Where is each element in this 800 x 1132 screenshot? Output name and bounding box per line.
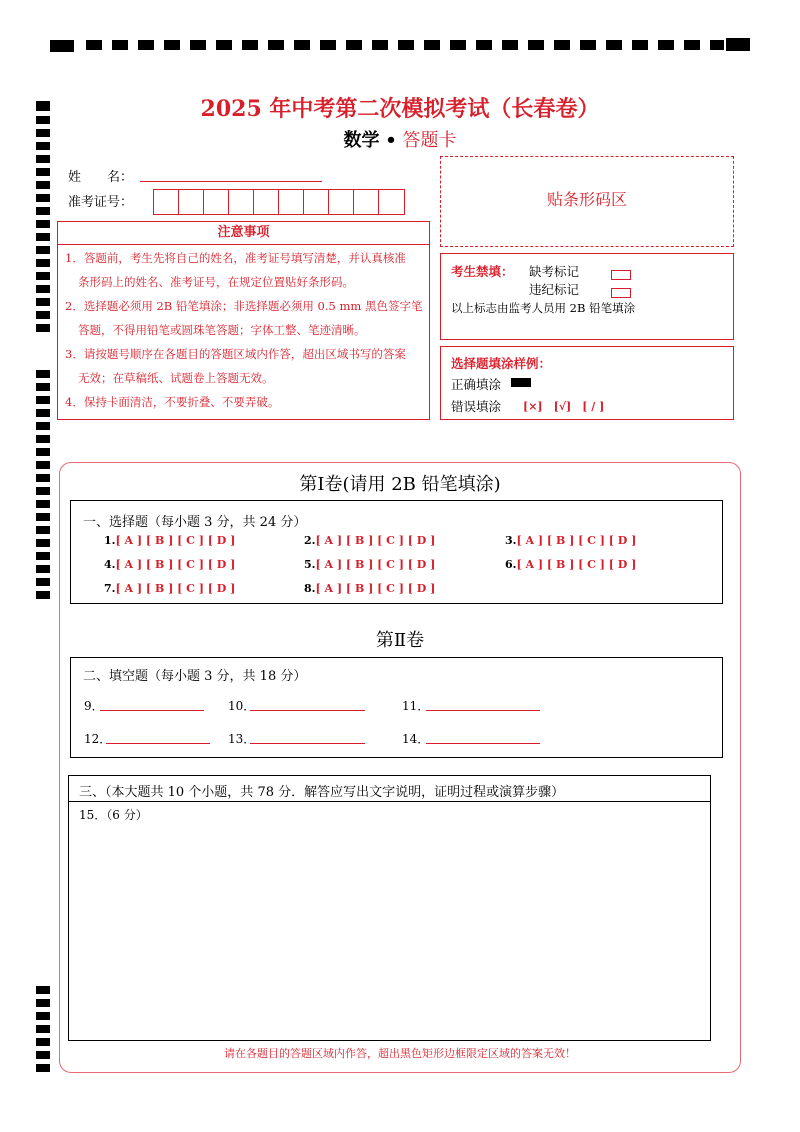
id-digit-box[interactable]	[204, 190, 229, 214]
note-line: 无效；在草稿纸、试题卷上答题无效。	[78, 371, 274, 385]
mc-question-7[interactable]: 7.[ A ] [ B ] [ C ] [ D ]	[104, 582, 236, 595]
answer-section-header	[69, 776, 710, 802]
name-label: 姓 名：	[68, 170, 134, 185]
id-number-boxes[interactable]	[153, 189, 405, 215]
name-field[interactable]	[140, 167, 322, 182]
part2-title: 第Ⅱ卷	[375, 630, 425, 651]
violation-mark-label: 违纪标记	[529, 282, 580, 297]
mc-options[interactable]: [ A ] [ B ] [ C ] [ D ]	[516, 558, 637, 571]
mc-options[interactable]: [ A ] [ B ] [ C ] [ D ]	[315, 534, 436, 547]
answer-line[interactable]	[250, 709, 365, 711]
mc-options[interactable]: [ A ] [ B ] [ C ] [ D ]	[115, 582, 236, 595]
note-line: 1．答题前，考生先将自己的姓名，准考证号填写清楚，并认真核准	[65, 251, 406, 265]
mc-options[interactable]: [ A ] [ B ] [ C ] [ D ]	[516, 534, 637, 547]
correct-fill-label: 正确填涂	[451, 377, 502, 392]
mc-options[interactable]: [ A ] [ B ] [ C ] [ D ]	[115, 558, 236, 571]
id-digit-box[interactable]	[329, 190, 354, 214]
wrong-fill-samples: [×] [√] [ / ]	[523, 400, 605, 413]
prohibited-box	[440, 253, 734, 340]
mc-question-5[interactable]: 5.[ A ] [ B ] [ C ] [ D ]	[304, 558, 436, 571]
id-digit-box[interactable]	[154, 190, 179, 214]
fill-question-14: 14．	[402, 730, 429, 747]
id-digit-box[interactable]	[379, 190, 404, 214]
notes-box	[57, 244, 430, 420]
answer-line[interactable]	[426, 709, 540, 711]
mc-question-2[interactable]: 2.[ A ] [ B ] [ C ] [ D ]	[304, 534, 436, 547]
answer-line[interactable]	[250, 742, 365, 744]
mc-section-title: 一、选择题（每小题 3 分，共 24 分）	[83, 515, 307, 530]
id-digit-box[interactable]	[229, 190, 254, 214]
id-digit-box[interactable]	[354, 190, 379, 214]
fill-question-9: 9．	[84, 697, 104, 714]
fill-question-13: 13．	[228, 730, 255, 747]
wrong-fill-label: 错误填涂	[451, 399, 502, 414]
fill-sample-box	[440, 346, 734, 420]
answer-section-title: 三、（本大题共 10 个小题，共 78 分．解答应写出文字说明，证明过程或演算步骤）	[79, 785, 565, 800]
fill-question-11: 11．	[402, 697, 429, 714]
mc-question-3[interactable]: 3.[ A ] [ B ] [ C ] [ D ]	[505, 534, 637, 547]
violation-mark-box[interactable]	[611, 282, 631, 301]
fill-section-title: 二、填空题（每小题 3 分，共 18 分）	[83, 669, 307, 684]
answer-line[interactable]	[100, 709, 204, 711]
part1-title: 第Ⅰ卷(请用 2B 铅笔填涂)	[299, 474, 501, 495]
fill-question-12: 12．	[84, 730, 111, 747]
id-label: 准考证号：	[68, 195, 134, 210]
prohibited-label: 考生禁填：	[451, 264, 514, 279]
note-line: 2．选择题必须用 2B 铅笔填涂；非选择题必须用 0.5 mm 黑色签字笔	[65, 299, 423, 313]
subject-label: 数学	[343, 130, 380, 151]
id-digit-box[interactable]	[254, 190, 279, 214]
prohibited-note: 以上标志由监考人员用 2B 铅笔填涂	[451, 301, 636, 315]
mc-question-6[interactable]: 6.[ A ] [ B ] [ C ] [ D ]	[505, 558, 637, 571]
barcode-area[interactable]: 贴条形码区	[440, 156, 734, 247]
absent-mark-box[interactable]	[611, 264, 631, 283]
note-line: 3．请按题号顺序在各题目的答题区域内作答，超出区域书写的答案	[65, 347, 406, 361]
answer-card-label: 答题卡	[402, 130, 457, 151]
footer-warning: 请在各题目的答题区域内作答，超出黑色矩形边框限定区域的答案无效！	[224, 1047, 576, 1060]
fill-sample-heading: 选择题填涂样例：	[451, 356, 552, 371]
answer-section[interactable]	[68, 775, 711, 1041]
id-digit-box[interactable]	[179, 190, 204, 214]
id-digit-box[interactable]	[304, 190, 329, 214]
correct-fill-sample	[511, 378, 531, 387]
mc-options[interactable]: [ A ] [ B ] [ C ] [ D ]	[315, 558, 436, 571]
mc-question-4[interactable]: 4.[ A ] [ B ] [ C ] [ D ]	[104, 558, 236, 571]
fill-question-10: 10．	[228, 697, 255, 714]
answer-line[interactable]	[106, 742, 210, 744]
note-line: 4．保持卡面清洁，不要折叠、不要弄破。	[65, 395, 280, 409]
mc-question-1[interactable]: 1.[ A ] [ B ] [ C ] [ D ]	[104, 534, 236, 547]
mc-options[interactable]: [ A ] [ B ] [ C ] [ D ]	[115, 534, 236, 547]
note-line: 条形码上的姓名、准考证号，在规定位置贴好条形码。	[78, 275, 354, 289]
subtitle-dot: •	[385, 130, 397, 151]
notes-heading: 注意事项	[57, 221, 430, 245]
note-line: 答题，不得用铅笔或圆珠笔答题；字体工整、笔迹清晰。	[78, 323, 366, 337]
mc-question-8[interactable]: 8.[ A ] [ B ] [ C ] [ D ]	[304, 582, 436, 595]
page-title: 2025 年中考第二次模拟考试（长春卷）	[200, 96, 600, 122]
id-digit-box[interactable]	[279, 190, 304, 214]
absent-mark-label: 缺考标记	[529, 264, 580, 279]
mc-options[interactable]: [ A ] [ B ] [ C ] [ D ]	[315, 582, 436, 595]
question-15-label: 15．（6 分）	[79, 808, 148, 822]
page-subtitle	[0, 126, 800, 152]
answer-line[interactable]	[426, 742, 540, 744]
